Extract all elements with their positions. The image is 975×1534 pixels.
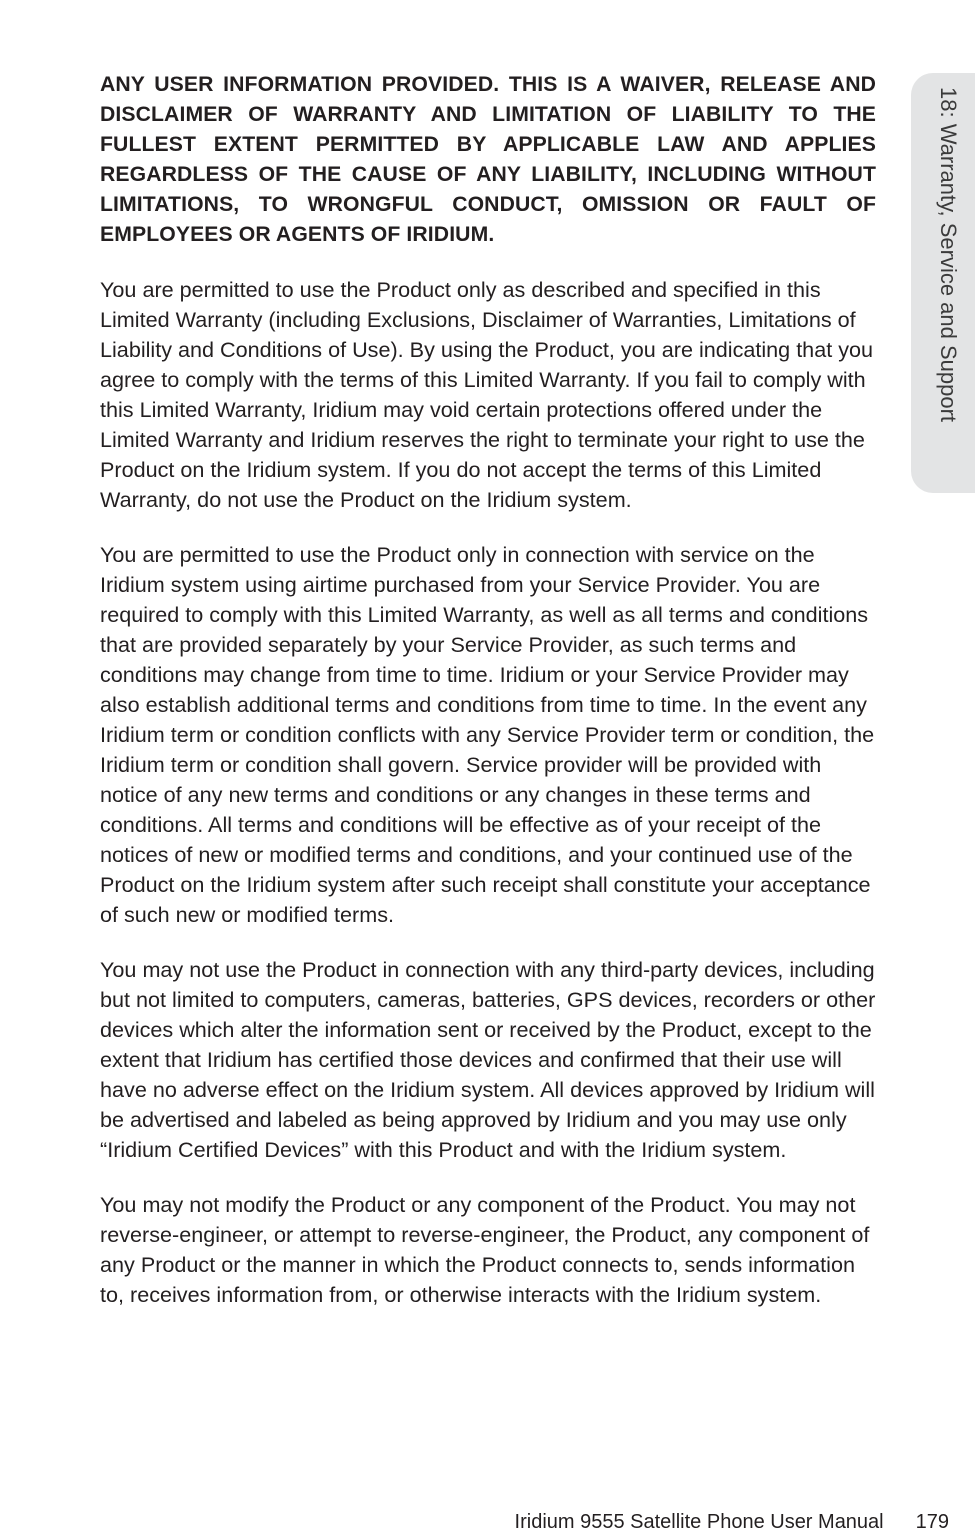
page-footer — [515, 1510, 949, 1534]
manual-title: Iridium 9555 Satellite Phone User Manual — [514, 1511, 884, 1533]
chapter-side-tab — [911, 73, 975, 493]
chapter-tab-label: 18: Warranty, Service and Support — [936, 87, 961, 423]
body-paragraph-third-party-devices: You may not use the Product in connection with any third-party devices, including but not limited to computers, cameras, batteries, GPS devices, recorders or other devices which alter the information sent or received by the Product, except to the extent that Iridium has certified those devices and confirmed that their use will have no adverse effect on the Iridium system. All devices approved by Iridium will be advertised and labeled as being approved by Iridium and you may use only “Iridium Certified Devices” with this Product and with the Iridium system. — [100, 957, 876, 1162]
body-paragraph-service-provider: You are permitted to use the Product only in connection with service on the Iridium system using airtime purchased from your Service Provider. You are required to comply with this Limited Warranty, as well as all terms and conditions that are provided separately by your Service Provider, as such terms and conditions may change from time to time. Iridium or your Service Provider may also establish additional terms and conditions from time to time. In the event any Iridium term or condition conflicts with any Service Provider term or condition, the Iridium term or condition shall govern. Service provider will be provided with notice of any new terms and conditions or any changes in these terms and conditions. All terms and conditions will be effective as of your receipt of the notices of new or modified terms and conditions, and your continued use of the Product on the Iridium system after such receipt shall constitute your acceptance of such new or modified terms. — [100, 542, 875, 927]
body-paragraph-modification: You may not modify the Product or any component of the Product. You may not reverse-engineer, or attempt to reverse-engineer, the Product, any component of any Product or the manner in which the Product connects to, sends information to, receives information from, or otherwise interacts with the Iridium system. — [100, 1192, 870, 1307]
page-body — [100, 70, 876, 1335]
disclaimer-paragraph: ANY USER INFORMATION PROVIDED. THIS IS A WAIVER, RELEASE AND DISCLAIMER OF WARRANTY AND LIMITATION OF LIABILITY TO THE FULLEST EXTENT PERMITTED BY APPLICABLE LAW AND APPLIES REGARDLESS OF THE CAUSE OF ANY LIABILITY, INCLUDING WITHOUT LIMITATIONS, TO WRONGFUL CONDUCT, OMISSION OR FAULT OF EMPLOYEES OR AGENTS OF IRIDIUM. — [100, 73, 876, 246]
body-paragraph-use-terms: You are permitted to use the Product only as described and specified in this Limited Warranty (including Exclusions, Disclaimer of Warranties, Limitations of Liability and Conditions of Use). By using the Product, you are indicating that you agree to comply with the terms of this Limited Warranty. If you fail to comply with this Limited Warranty, Iridium may void certain protections offered under the Limited Warranty and Iridium reserves the right to terminate your right to use the Product on the Iridium system. If you do not accept the terms of this Limited Warranty, do not use the Product on the Iridium system. — [100, 277, 874, 512]
page-number: 179 — [915, 1511, 949, 1533]
